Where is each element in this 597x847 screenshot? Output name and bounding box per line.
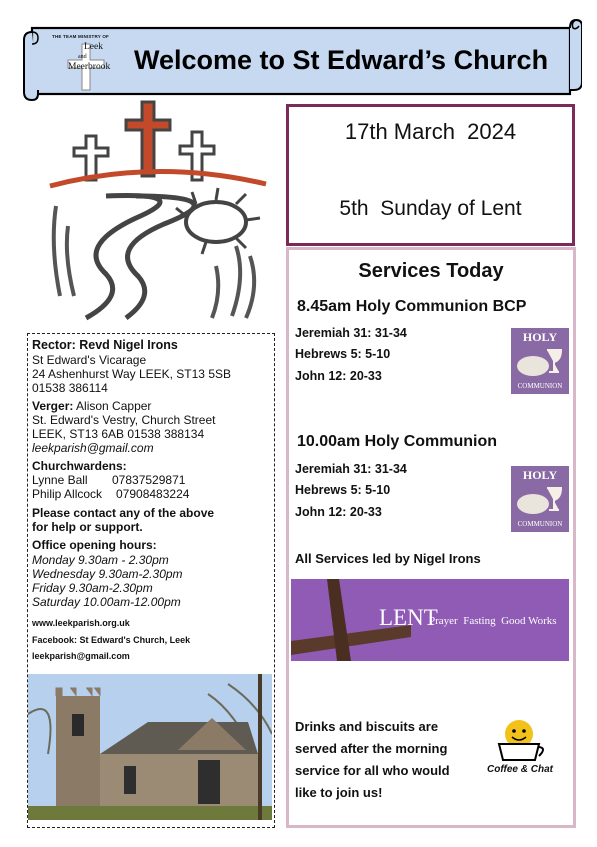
rector-address-2: 24 Ashenhurst Way LEEK, ST13 5SB xyxy=(32,367,231,381)
verger-email: leekparish@gmail.com xyxy=(32,441,154,455)
rector-address-1: St Edward's Vicarage xyxy=(32,353,147,367)
date-box xyxy=(286,104,575,246)
verger-address-1: St. Edward's Vestry, Church Street xyxy=(32,413,216,427)
badge-holy-text: HOLY xyxy=(522,468,558,482)
badge-communion-text: COMMUNION xyxy=(517,382,563,390)
logo-text-and: and xyxy=(78,54,87,60)
warden1-name: Lynne Ball xyxy=(32,473,88,487)
service1-reading-3: John 12: 20-33 xyxy=(295,369,382,383)
services-led-by: All Services led by Nigel Irons xyxy=(295,551,481,566)
contact-note-2: for help or support. xyxy=(32,520,143,534)
verger-label: Verger: xyxy=(32,399,74,413)
header-banner xyxy=(22,18,582,102)
badge-communion-text: COMMUNION xyxy=(517,520,563,528)
logo-text-leek: Leek xyxy=(84,42,103,52)
verger-address-2: LEEK, ST13 6AB 01538 388134 xyxy=(32,427,205,441)
coffee-cup-icon xyxy=(479,716,561,764)
bread-and-chalice-icon xyxy=(511,344,569,380)
calvary-illustration xyxy=(46,96,272,322)
service1-reading-2: Hebrews 5: 5-10 xyxy=(295,347,391,361)
lent-word: LENT xyxy=(379,605,438,630)
coffee-chat-label: Coffee & Chat xyxy=(487,764,553,775)
service2-title: 10.00am Holy Communion xyxy=(297,433,498,450)
service2-reading-1: Jeremiah 31: 31-34 xyxy=(295,462,407,476)
office-hours-wednesday: Wednesday 9.30am-2.30pm xyxy=(32,567,183,581)
website-link[interactable]: www.leekparish.org.uk xyxy=(32,618,130,628)
service-date: 17th March 2024 xyxy=(344,119,517,144)
services-box xyxy=(286,247,576,828)
logo-text-meerbrook: Meerbrook xyxy=(68,62,111,72)
logo-top-text: THE TEAM MINISTRY OF xyxy=(52,34,110,39)
rector-title: Rector: Revd Nigel Irons xyxy=(32,338,178,352)
office-hours-monday: Monday 9.30am - 2.30pm xyxy=(32,553,169,567)
liturgical-occasion: 5th Sunday of Lent xyxy=(339,197,522,220)
church-photo xyxy=(28,674,272,820)
drinks-line-3: service for all who would xyxy=(295,763,450,778)
coffee-and-chat-graphic xyxy=(479,716,561,784)
page-title: Welcome to St Edward’s Church xyxy=(134,45,549,75)
drinks-line-4: like to join us! xyxy=(295,785,383,800)
lent-tagline: Prayer Fasting Good Works xyxy=(429,615,557,627)
drinks-line-1: Drinks and biscuits are xyxy=(295,719,439,734)
service2-reading-2: Hebrews 5: 5-10 xyxy=(295,483,391,497)
badge-holy-text: HOLY xyxy=(522,330,558,344)
church-building-icon xyxy=(28,674,272,820)
crosses-and-crown-of-thorns-icon xyxy=(46,96,272,322)
office-hours-friday: Friday 9.30am-2.30pm xyxy=(32,581,153,595)
contact-box xyxy=(27,333,275,828)
service1-reading-1: Jeremiah 31: 31-34 xyxy=(295,326,407,340)
warden2-phone: 07908483224 xyxy=(116,487,190,501)
bread-and-chalice-icon xyxy=(511,482,569,518)
parish-logo xyxy=(48,34,128,94)
warden1-phone: 07837529871 xyxy=(112,473,186,487)
churchwardens-title: Churchwardens: xyxy=(32,459,127,473)
service1-title: 8.45am Holy Communion BCP xyxy=(297,298,527,315)
verger-line xyxy=(32,399,151,413)
holy-communion-badge-2 xyxy=(511,466,569,532)
facebook-link[interactable]: Facebook: St Edward's Church, Leek xyxy=(32,635,191,645)
rector-phone: 01538 386114 xyxy=(32,381,108,395)
warden2-name: Philip Allcock xyxy=(32,487,103,501)
services-heading: Services Today xyxy=(358,260,504,282)
drinks-line-2: served after the morning xyxy=(295,741,448,756)
office-hours-saturday: Saturday 10.00am-12.00pm xyxy=(32,595,181,609)
contact-note-1: Please contact any of the above xyxy=(32,506,215,520)
service2-reading-3: John 12: 20-33 xyxy=(295,505,382,519)
lent-banner xyxy=(291,579,569,661)
verger-name: Alison Capper xyxy=(73,399,152,413)
office-hours-title: Office opening hours: xyxy=(32,538,157,552)
holy-communion-badge-1 xyxy=(511,328,569,394)
email-link[interactable]: leekparish@gmail.com xyxy=(32,651,130,661)
